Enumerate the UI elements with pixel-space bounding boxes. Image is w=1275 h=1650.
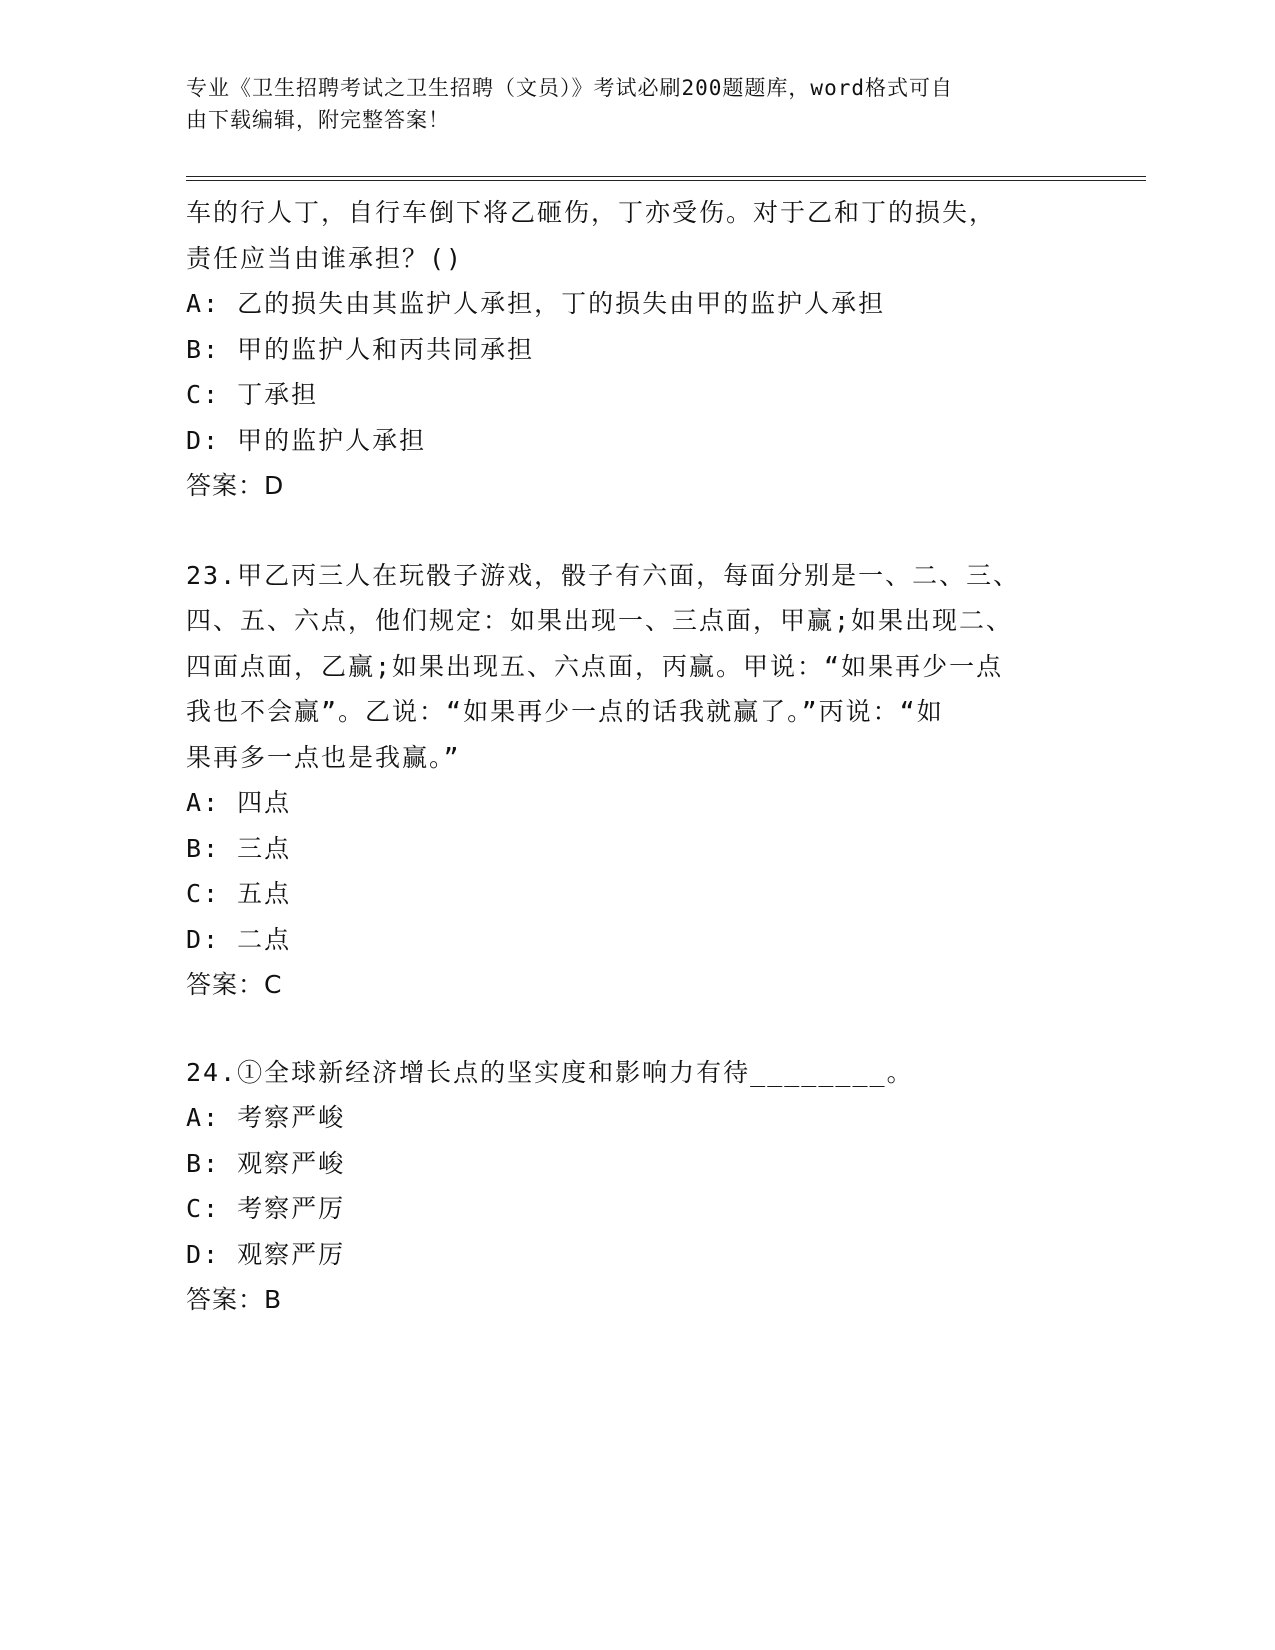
question-23-line-2: 四、五、六点，他们规定：如果出现一、三点面，甲赢;如果出现二、 — [186, 606, 1014, 635]
question-24-option-c: C: 考察严厉 — [186, 1194, 346, 1223]
spacer — [186, 509, 1086, 553]
question-22-answer: 答案：D — [186, 471, 285, 500]
question-24-option-a: A: 考察严峻 — [186, 1103, 346, 1132]
question-24 — [186, 1050, 1086, 1323]
header-line-1: 专业《卫生招聘考试之卫生招聘（文员）》考试必刷200题题库，word格式可自 — [186, 76, 953, 100]
question-22-option-d: D: 甲的监护人承担 — [186, 425, 427, 455]
question-22-line-1: 车的行人丁，自行车倒下将乙砸伤，丁亦受伤。对于乙和丁的损失， — [186, 198, 997, 227]
question-22-line-2: 责任应当由谁承担？() — [186, 243, 464, 273]
question-23-line-3: 四面点面，乙赢;如果出现五、六点面，丙赢。甲说：“如果再少一点 — [186, 651, 1004, 681]
document-header — [186, 72, 1066, 136]
question-content — [186, 190, 1086, 1323]
question-23-line-5: 果再多一点也是我赢。” — [186, 742, 461, 772]
question-24-option-b: B: 观察严峻 — [186, 1148, 346, 1178]
question-23-option-b: B: 三点 — [186, 833, 292, 863]
question-23-answer: 答案：C — [186, 970, 283, 999]
question-22-option-c: C: 丁承担 — [186, 380, 319, 409]
question-22 — [186, 190, 1086, 509]
question-23-option-a: A: 四点 — [186, 788, 292, 817]
question-23 — [186, 553, 1086, 1008]
question-24-answer: 答案：B — [186, 1285, 283, 1314]
question-22-option-a: A: 乙的损失由其监护人承担，丁的损失由甲的监护人承担 — [186, 289, 886, 318]
question-24-line-1: 24.①全球新经济增长点的坚实度和影响力有待________。 — [186, 1057, 914, 1087]
question-22-option-b: B: 甲的监护人和丙共同承担 — [186, 334, 535, 364]
question-23-option-c: C: 五点 — [186, 879, 292, 908]
header-line-2: 由下载编辑，附完整答案！ — [186, 108, 450, 132]
header-double-rule — [186, 176, 1146, 181]
question-23-option-d: D: 二点 — [186, 924, 292, 954]
question-23-line-4: 我也不会赢”。乙说：“如果再少一点的话我就赢了。”丙说：“如 — [186, 697, 944, 726]
question-24-option-d: D: 观察严厉 — [186, 1239, 346, 1269]
spacer — [186, 1008, 1086, 1050]
question-23-line-1: 23.甲乙丙三人在玩骰子游戏，骰子有六面，每面分别是一、二、三、 — [186, 560, 1021, 590]
